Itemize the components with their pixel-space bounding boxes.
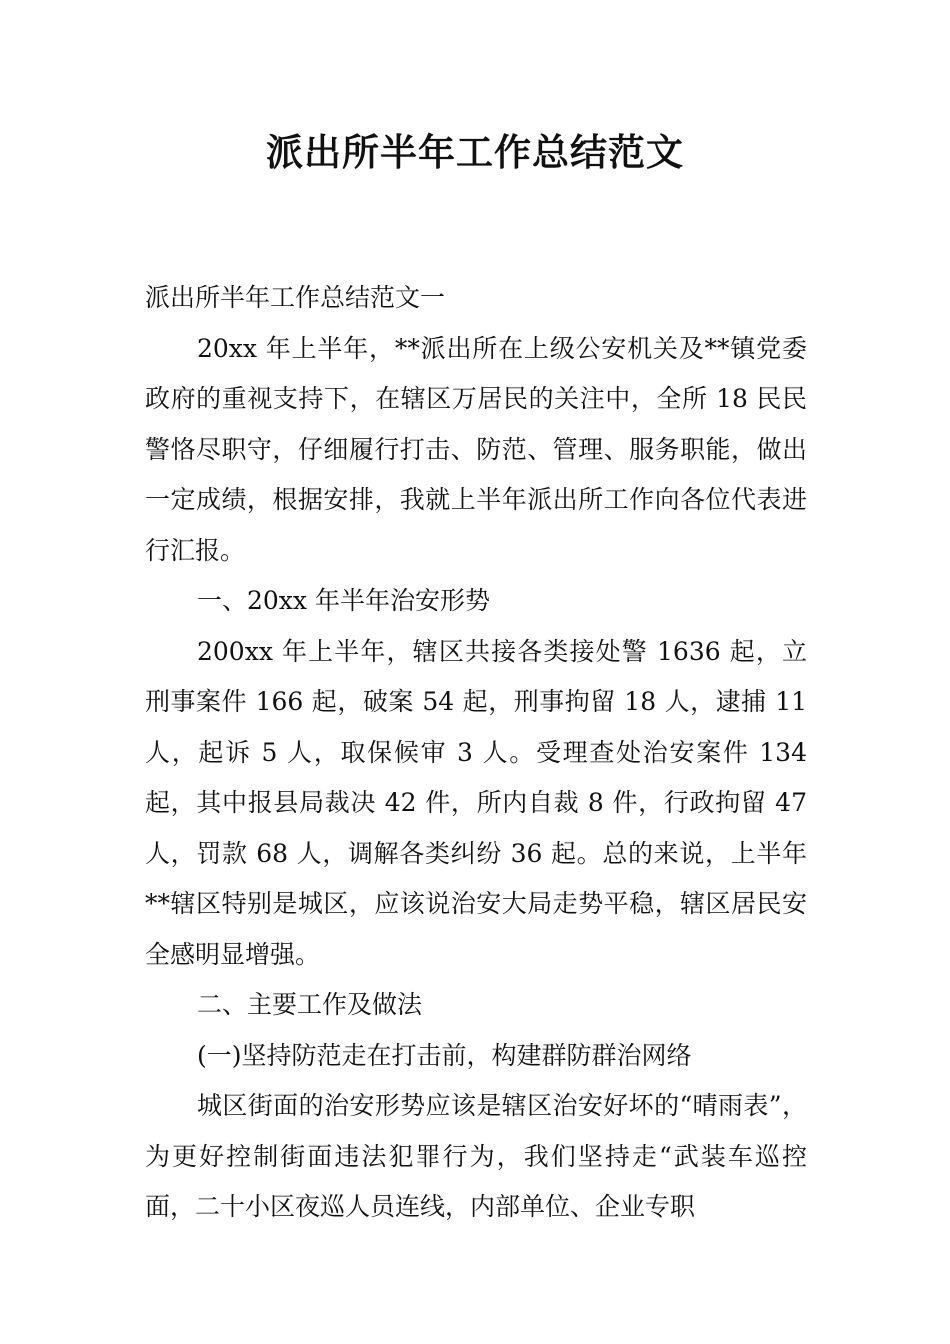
heading-main-work: 二、主要工作及做法 [197,990,423,1019]
document-body [145,273,807,1233]
section-subtitle: 派出所半年工作总结范文一 [145,283,446,312]
paragraph-street-security: 城区街面的治安形势应该是辖区治安好坏的“晴雨表”，为更好控制街面违法犯罪行为，我们坚持走“武装车巡控面，二十小区夜巡人员连线，内部单位、企业专职 [145,1091,807,1221]
heading-security-situation: 一、20xx 年半年治安形势 [197,586,490,615]
paragraph-statistics: 200xx 年上半年，辖区共接各类接处警 1636 起，立刑事案件 166 起，破案 54 起，刑事拘留 18 人，逮捕 11 人，起诉 5 人，取保候审 3 人。受理查处治安案件 134 起，其中报县局裁决 42 件，所内自裁 8 件，行政拘留 47 人，罚款 68 人，调解各类纠纷 36 起。总的来说，上半年**辖区特别是城区，应该说治安大局走势平稳，辖区居民安全感明显增强。 [145,636,807,969]
subheading-prevention: (一)坚持防范走在打击前，构建群防群治网络 [197,1040,692,1070]
document-title: 派出所半年工作总结范文 [266,130,684,174]
paragraph-intro: 20xx 年上半年，**派出所在上级公安机关及**镇党委政府的重视支持下，在辖区万居民的关注中，全所 18 民民警恪尽职守，仔细履行打击、防范、管理、服务职能，做出一定成绩，根据安排，我就上半年派出所工作向各位代表进行汇报。 [145,333,807,565]
